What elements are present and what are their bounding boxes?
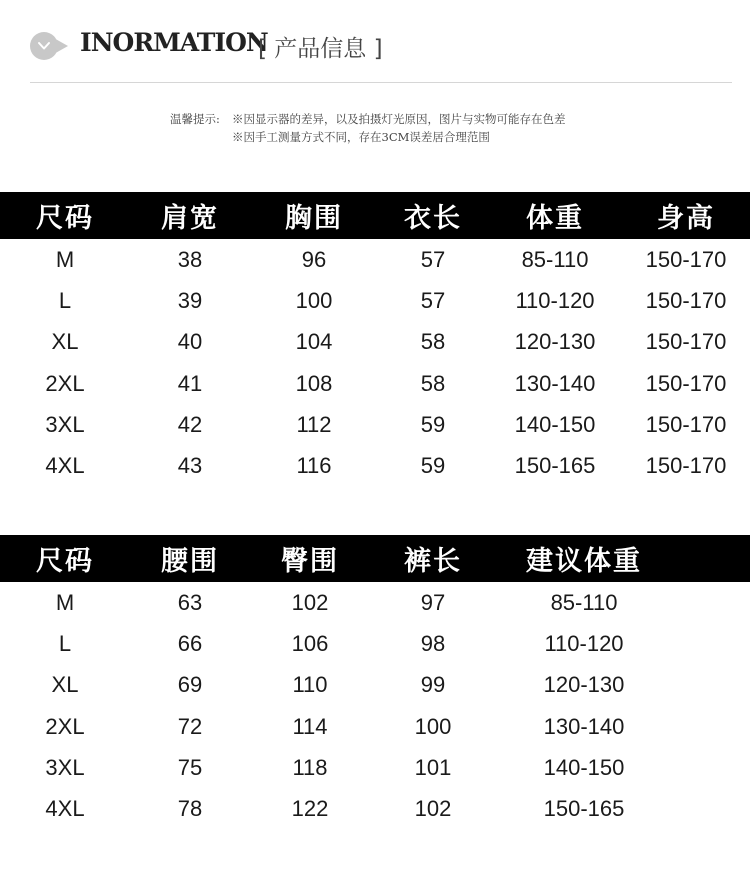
- table-row: [0, 404, 750, 445]
- column-header: 肩宽: [130, 192, 250, 239]
- table-cell: 72: [177, 713, 203, 739]
- table-cell: 69: [177, 672, 203, 698]
- note-label: 温馨提示:: [170, 112, 220, 126]
- table-cell: 57: [420, 246, 446, 272]
- table-row: [0, 747, 750, 788]
- table-cell: 120-130: [543, 672, 625, 698]
- table-row: [0, 239, 750, 280]
- table-cell: 63: [177, 589, 203, 615]
- header-divider: [30, 82, 732, 83]
- table-cell: 58: [420, 329, 446, 355]
- table-cell: 120-130: [514, 329, 596, 355]
- table-cell: 38: [177, 246, 203, 272]
- table-row: [0, 280, 750, 321]
- table-header-row: [0, 192, 750, 239]
- table-cell: 97: [420, 589, 446, 615]
- column-header: 衣长: [378, 192, 488, 239]
- column-header: 尺码: [0, 535, 130, 582]
- table-cell: 118: [292, 754, 328, 780]
- table-cell: 42: [177, 411, 203, 437]
- column-header: 身高: [622, 192, 750, 239]
- table-cell: 85-110: [521, 246, 589, 272]
- note-line: ※因显示器的差异，以及拍摄灯光原因，图片与实物可能存在色差: [232, 112, 566, 126]
- table-cell: 150-170: [645, 329, 727, 355]
- table-cell: 116: [296, 453, 332, 479]
- table-cell: 101: [414, 754, 452, 780]
- table-cell: 99: [420, 672, 446, 698]
- table-cell: 102: [291, 589, 329, 615]
- table-cell: 140-150: [543, 754, 625, 780]
- table-cell: 100: [295, 287, 333, 313]
- table-cell: 4XL: [45, 796, 85, 822]
- title-english: INORMATION: [80, 28, 268, 57]
- table-cell: 75: [177, 754, 203, 780]
- table-cell: M: [55, 589, 75, 615]
- table-cell: XL: [51, 329, 79, 355]
- column-header-empty: [672, 535, 750, 582]
- info-header: [0, 0, 750, 90]
- table-row: [0, 623, 750, 664]
- table-cell: 43: [177, 453, 203, 479]
- bottom-size-table: [0, 535, 750, 830]
- table-cell: 2XL: [45, 713, 85, 739]
- table-cell: 112: [296, 411, 332, 437]
- table-cell-empty: [672, 582, 750, 623]
- table-cell: 58: [420, 370, 446, 396]
- column-header: 体重: [488, 192, 622, 239]
- table-cell: L: [58, 287, 72, 313]
- table-cell: 150-165: [514, 453, 596, 479]
- table-cell: 59: [420, 453, 446, 479]
- table-cell: 85-110: [550, 589, 618, 615]
- note-row: [170, 110, 566, 128]
- table-cell: 150-170: [645, 411, 727, 437]
- table-row: [0, 788, 750, 829]
- table-cell: 114: [292, 713, 328, 739]
- table-cell: 96: [301, 246, 327, 272]
- table-cell: 3XL: [45, 754, 85, 780]
- table-cell: 78: [177, 796, 203, 822]
- table-cell: 59: [420, 411, 446, 437]
- table-cell: 122: [291, 796, 329, 822]
- table-cell: 140-150: [514, 411, 596, 437]
- table-cell: 110: [292, 672, 328, 698]
- top-size-table: [0, 192, 750, 487]
- table-row: [0, 582, 750, 623]
- table-row: [0, 706, 750, 747]
- table-cell: 110-120: [515, 287, 595, 313]
- table-cell-empty: [672, 747, 750, 788]
- table-cell: 41: [177, 370, 203, 396]
- title-chinese: [ 产品信息 ]: [258, 36, 383, 62]
- table-cell: 66: [177, 630, 203, 656]
- notes: [170, 110, 566, 146]
- table-cell: 150-170: [645, 287, 727, 313]
- column-header: 腰围: [130, 535, 250, 582]
- table-cell: 150-170: [645, 246, 727, 272]
- table-cell: 130-140: [543, 713, 625, 739]
- table-cell: 110-120: [544, 630, 624, 656]
- table-cell: 150-170: [645, 370, 727, 396]
- column-header: 胸围: [250, 192, 378, 239]
- table-header-row: [0, 535, 750, 582]
- table-row: [0, 665, 750, 706]
- table-cell: 102: [414, 796, 452, 822]
- table-cell-empty: [672, 665, 750, 706]
- table-row: [0, 363, 750, 404]
- note-row: [170, 128, 566, 146]
- table-row: [0, 445, 750, 486]
- column-header: 裤长: [370, 535, 496, 582]
- table-cell: 150-165: [543, 796, 625, 822]
- table-cell-empty: [672, 623, 750, 664]
- header-badge-tail: [52, 37, 68, 55]
- table-cell-empty: [672, 788, 750, 829]
- table-cell: 106: [291, 630, 329, 656]
- table-cell: XL: [51, 672, 79, 698]
- table-cell: 2XL: [45, 370, 85, 396]
- table-cell: 40: [177, 329, 203, 355]
- note-line: ※因手工测量方式不同，存在3CM误差居合理范围: [232, 130, 490, 144]
- table-cell: 104: [295, 329, 333, 355]
- table-cell: 100: [414, 713, 452, 739]
- table-cell: L: [58, 630, 72, 656]
- column-header: 尺码: [0, 192, 130, 239]
- table-cell: 4XL: [45, 453, 85, 479]
- table-cell: M: [55, 246, 75, 272]
- table-cell: 98: [420, 630, 446, 656]
- table-cell-empty: [672, 706, 750, 747]
- column-header: 建议体重: [496, 535, 672, 582]
- table-cell: 57: [420, 287, 446, 313]
- table-cell: 130-140: [514, 370, 596, 396]
- table-cell: 39: [177, 287, 203, 313]
- table-row: [0, 322, 750, 363]
- table-cell: 3XL: [45, 411, 85, 437]
- column-header: 臀围: [250, 535, 370, 582]
- table-cell: 108: [295, 370, 333, 396]
- table-cell: 150-170: [645, 453, 727, 479]
